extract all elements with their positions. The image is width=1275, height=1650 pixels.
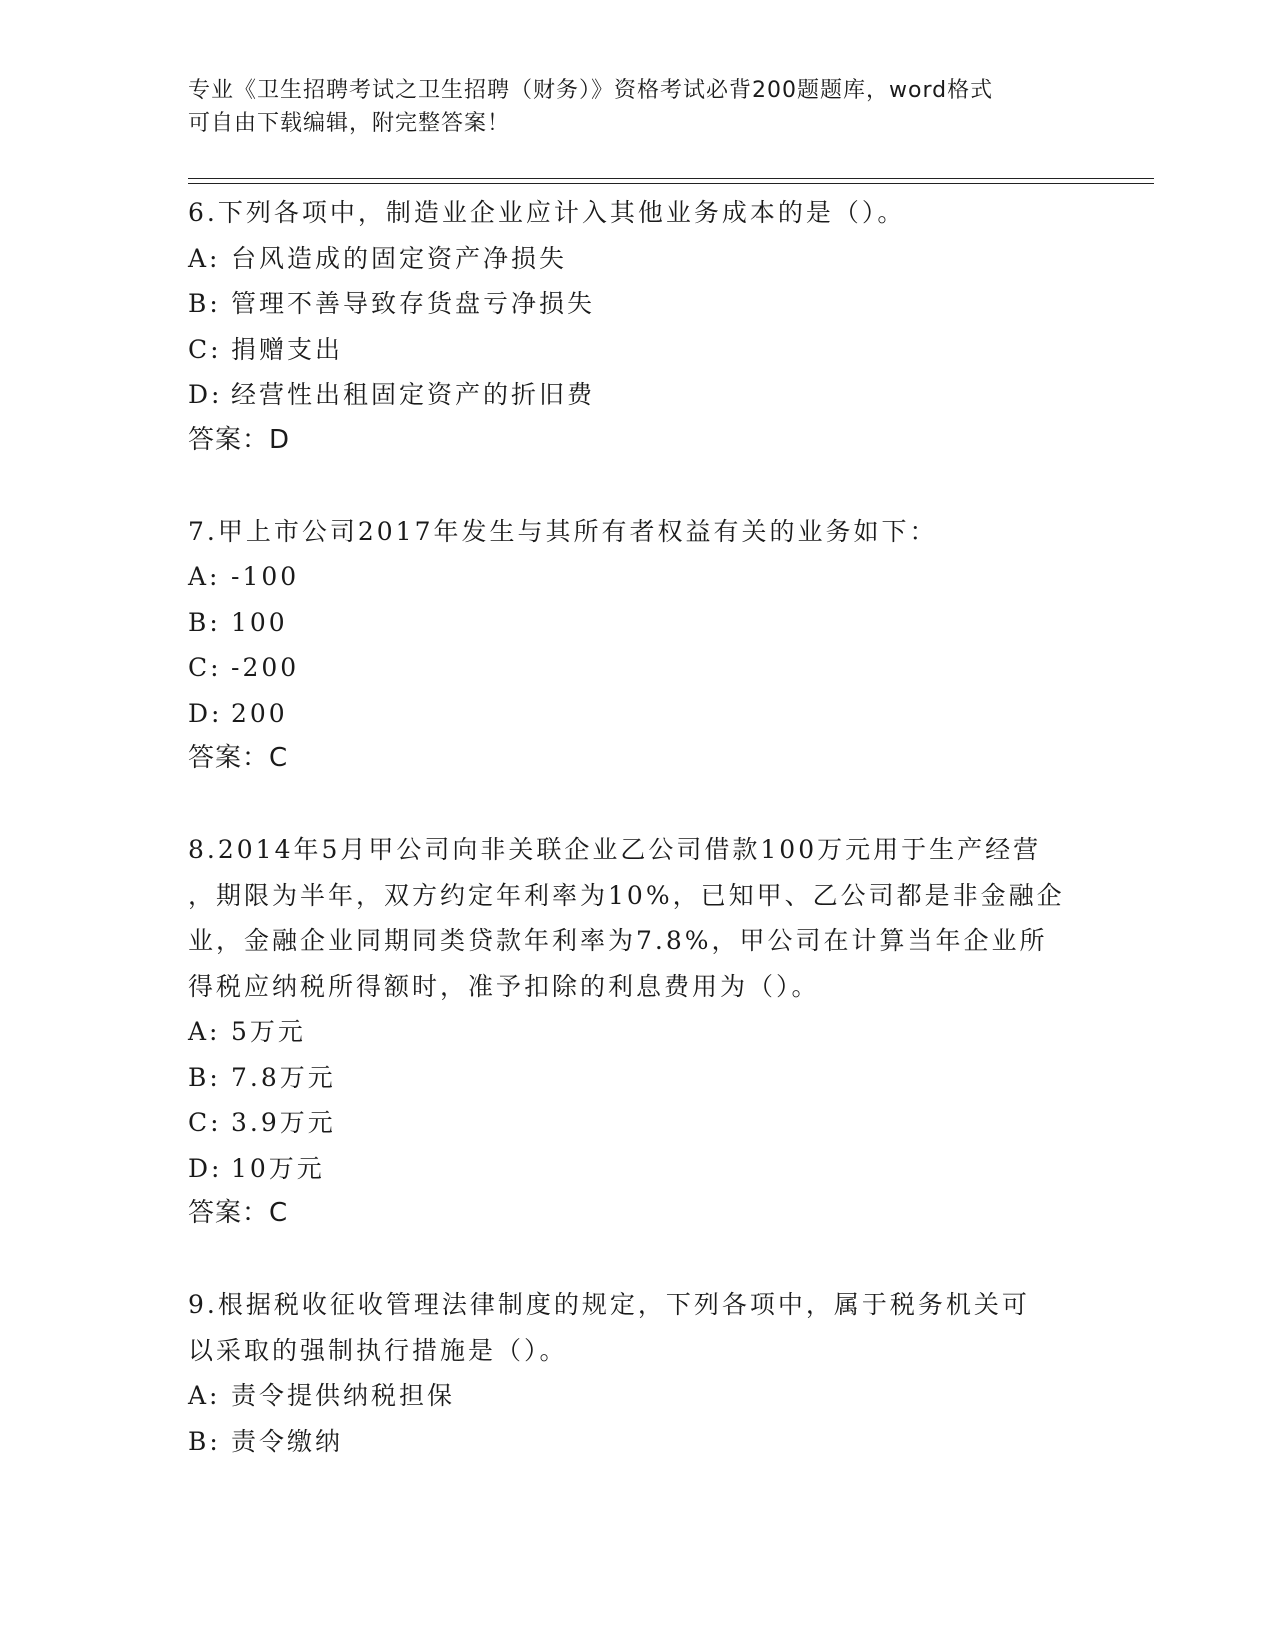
option-text: 10万元 xyxy=(231,1153,325,1183)
question-text xyxy=(188,190,1088,236)
option-key: C: xyxy=(188,1108,222,1137)
question-7 xyxy=(188,509,1088,782)
option-key: B: xyxy=(188,607,221,637)
question-separator xyxy=(188,782,1088,828)
option-text: 管理不善导致存货盘亏净损失 xyxy=(231,289,596,318)
option-a xyxy=(188,1009,1088,1055)
question-text-line: 9.根据税收征收管理法律制度的规定，下列各项中，属于税务机关可 xyxy=(188,1290,1030,1319)
option-text: 责令提供纳税担保 xyxy=(231,1381,456,1410)
option-a xyxy=(188,554,1088,600)
option-key: D: xyxy=(188,1153,223,1183)
option-text: 100 xyxy=(231,607,288,637)
answer: 答案：C xyxy=(188,1198,289,1228)
option-text: -200 xyxy=(231,653,300,682)
question-text xyxy=(188,827,1088,1009)
option-key: D: xyxy=(188,698,223,728)
question-6 xyxy=(188,190,1088,463)
option-a xyxy=(188,236,1088,282)
option-c xyxy=(188,1100,1088,1146)
option-text: 台风造成的固定资产净损失 xyxy=(231,243,568,273)
question-9 xyxy=(188,1282,1088,1464)
option-b xyxy=(188,1419,1088,1465)
option-d xyxy=(188,691,1088,737)
option-key: A: xyxy=(188,1017,221,1046)
option-d xyxy=(188,1146,1088,1192)
option-key: B: xyxy=(188,1062,221,1092)
option-b xyxy=(188,1055,1088,1101)
option-text: 200 xyxy=(231,698,288,728)
question-text-line: 以采取的强制执行措施是（）。 xyxy=(188,1335,568,1365)
option-text: 经营性出租固定资产的折旧费 xyxy=(231,380,596,409)
option-text: -100 xyxy=(231,562,300,591)
question-text-line: 8.2014年5月甲公司向非关联企业乙公司借款100万元用于生产经营 xyxy=(188,835,1042,864)
option-b xyxy=(188,281,1088,327)
option-a xyxy=(188,1373,1088,1419)
document-header xyxy=(188,74,1088,140)
option-d xyxy=(188,372,1088,418)
answer: 答案：C xyxy=(188,743,289,773)
option-key: A: xyxy=(188,243,221,273)
option-key: C: xyxy=(188,334,222,364)
option-key: A: xyxy=(188,1381,221,1410)
option-c xyxy=(188,645,1088,691)
option-text: 捐赠支出 xyxy=(231,334,344,364)
answer: 答案：D xyxy=(188,424,291,455)
option-key: D: xyxy=(188,380,223,409)
option-b xyxy=(188,600,1088,646)
option-text: 责令缴纳 xyxy=(231,1426,344,1456)
question-text-line: 7.甲上市公司2017年发生与其所有者权益有关的业务如下： xyxy=(188,516,938,546)
option-key: A: xyxy=(188,562,221,591)
option-text: 3.9万元 xyxy=(231,1108,336,1137)
question-list xyxy=(188,190,1088,1464)
option-text: 7.8万元 xyxy=(231,1062,336,1092)
header-divider-bottom xyxy=(188,183,1154,184)
header-line-1: 专业《卫生招聘考试之卫生招聘（财务）》资格考试必背200题题库，word格式 xyxy=(188,78,994,103)
header-divider-top xyxy=(188,178,1154,179)
question-text-line: 得税应纳税所得额时，准予扣除的利息费用为（）。 xyxy=(188,971,820,1001)
option-c xyxy=(188,327,1088,373)
question-8 xyxy=(188,827,1088,1237)
option-key: B: xyxy=(188,1426,221,1456)
question-separator xyxy=(188,463,1088,509)
option-text: 5万元 xyxy=(231,1017,306,1046)
question-text-line: ，期限为半年，双方约定年利率为10%，已知甲、乙公司都是非金融企 xyxy=(188,880,1065,910)
question-text-line: 业，金融企业同期同类贷款年利率为7.8%，甲公司在计算当年企业所 xyxy=(188,926,1048,955)
header-line-2: 可自由下载编辑，附完整答案！ xyxy=(188,111,511,136)
question-text xyxy=(188,509,1088,555)
question-separator xyxy=(188,1237,1088,1283)
option-key: C: xyxy=(188,653,222,682)
question-text xyxy=(188,1282,1088,1373)
option-key: B: xyxy=(188,289,221,318)
question-text-line: 6.下列各项中，制造业企业应计入其他业务成本的是（）。 xyxy=(188,198,906,227)
